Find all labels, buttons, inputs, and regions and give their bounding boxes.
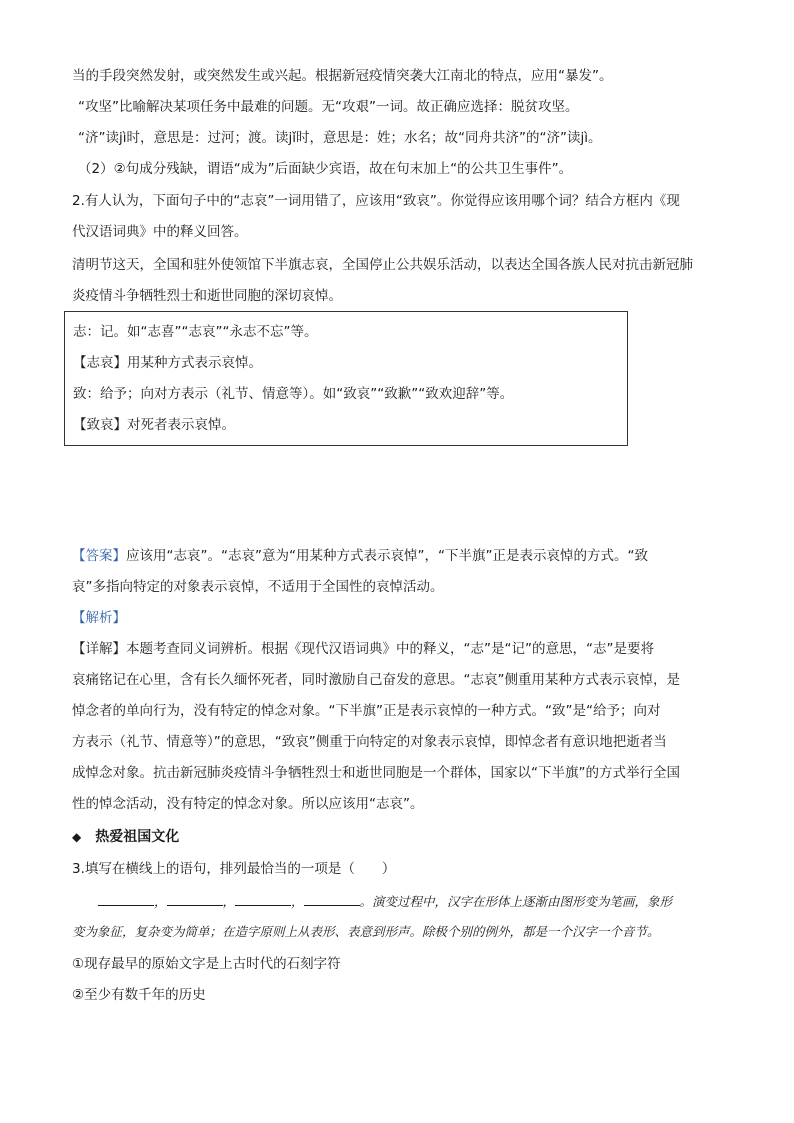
sep-1: ， bbox=[154, 894, 167, 909]
section-heading bbox=[72, 827, 179, 847]
q2-sentence-line1: 清明节这天，全国和驻外使领馆下半旗志哀，全国停止公共娱乐活动，以表达全国各族人民对抗击新冠肺 bbox=[72, 257, 693, 273]
line-top-3: “济”读jì时，意思是：过河；渡。读jǐ时，意思是：姓；水名；故“同舟共济”的“济”读jì。 bbox=[78, 130, 602, 146]
q2-question-line2: 代汉语词典》中的释义回答。 bbox=[72, 224, 248, 240]
sep-2: ， bbox=[222, 894, 236, 909]
detail-line2: 哀痛铭记在心里，含有长久缅怀死者，同时激励自己奋发的意思。“志哀”侧重用某种方式表示哀悼，是 bbox=[72, 672, 680, 688]
definition-zhi: 志：记。如“志喜”“志哀”“永志不忘”等。 bbox=[73, 324, 318, 340]
line-top-4: （2）②句成分残缺，谓语“成为”后面缺少宾语，故在句末加上“的公共卫生事件”。 bbox=[78, 161, 573, 177]
sep-3: ， bbox=[291, 894, 304, 909]
detail-line4: 方表示（礼节、情意等）”的意思，“致哀”侧重于向特定的对象表示哀悼，即悼念者有意识地把逝者当 bbox=[72, 734, 667, 750]
passage-text-1: 。演变过程中，汉字在形体上逐渐由图形变为笔画，象形 bbox=[359, 894, 673, 909]
detail-tag: 【详解】 bbox=[72, 641, 126, 657]
blank-1 bbox=[98, 891, 154, 906]
detail-text-1: 本题考查同义词辨析。根据《现代汉语词典》中的释义，“志”是“记”的意思，“志”是要将 bbox=[126, 641, 654, 657]
blank-2 bbox=[167, 891, 223, 906]
answer-tag: 【答案】 bbox=[72, 548, 126, 564]
line-top-1: 当的手段突然发射，或突然发生或兴起。根据新冠疫情突袭大江南北的特点，应用“暴发”。 bbox=[72, 68, 613, 84]
definition-box bbox=[64, 311, 628, 446]
q2-question-line1: 2.有人认为，下面句子中的“志哀”一词用错了，应该用“致哀”。你觉得应该用哪个词？结合方框内《现 bbox=[72, 193, 680, 209]
detail-line1 bbox=[72, 639, 654, 659]
detail-line3: 悼念者的单向行为，没有特定的悼念对象。“下半旗”正是表示哀悼的一种方式。“致”是“给予；向对 bbox=[72, 703, 661, 719]
blank-4 bbox=[304, 891, 360, 906]
detail-line5: 成悼念对象。抗击新冠肺炎疫情斗争牺牲烈士和逝世同胞是一个群体，国家以“下半旗”的方式举行全国 bbox=[72, 765, 680, 781]
blank-3 bbox=[235, 891, 291, 906]
section-title: 热爱祖国文化 bbox=[95, 829, 180, 845]
definition-zhiai: 【志哀】用某种方式表示哀悼。 bbox=[73, 355, 262, 371]
q2-sentence-line2: 炎疫情斗争牺牲烈士和逝世同胞的深切哀悼。 bbox=[72, 288, 342, 304]
q3-passage-line2: 变为象征，复杂变为简单；在造字原则上从表形、表意到形声。除极个别的例外，都是一个汉字一个音节。 bbox=[72, 924, 660, 939]
answer-text-1: 应该用“志哀”。“志哀”意为“用某种方式表示哀悼”，“下半旗”正是表示哀悼的方式。“致 bbox=[126, 548, 648, 564]
analysis-tag: 【解析】 bbox=[72, 610, 126, 626]
answer-line1 bbox=[72, 546, 648, 566]
q3-question: 3.填写在横线上的语句，排列最恰当的一项是（ ） bbox=[72, 861, 396, 877]
answer-line2: 哀”多指向特定的对象表示哀悼，不适用于全国性的哀悼活动。 bbox=[72, 579, 444, 595]
diamond-bullet-icon: ◆ bbox=[72, 830, 82, 844]
definition-zhi2: 致：给予；向对方表示（礼节、情意等）。如“致哀”“致歉”“致欢迎辞”等。 bbox=[73, 386, 514, 402]
detail-line6: 性的悼念活动，没有特定的悼念对象。所以应该用“志哀”。 bbox=[72, 796, 424, 812]
q3-passage-line1 bbox=[98, 891, 672, 912]
line-top-2: “攻坚”比喻解决某项任务中最难的问题。无“攻艰”一词。故正确应选择：脱贫攻坚。 bbox=[78, 99, 579, 115]
q3-option-1: ①现存最早的原始文字是上古时代的石刻字符 bbox=[72, 956, 341, 972]
definition-zhiai2: 【致哀】对死者表示哀悼。 bbox=[73, 417, 235, 433]
q3-option-2: ②至少有数千年的历史 bbox=[72, 987, 206, 1003]
